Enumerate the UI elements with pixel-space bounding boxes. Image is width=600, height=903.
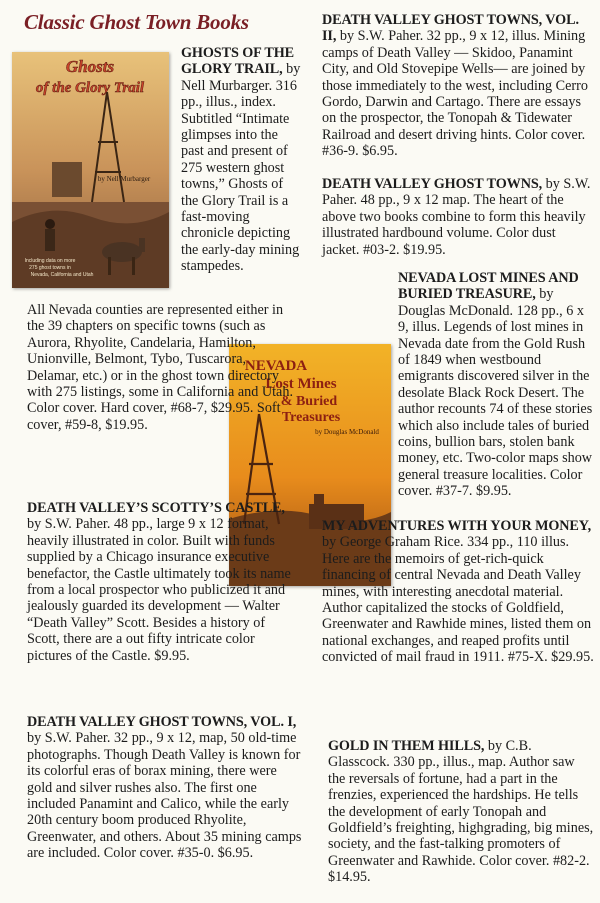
cover-author: by Nell Murbarger bbox=[97, 175, 151, 183]
cover-title-2: Lost Mines bbox=[265, 376, 337, 392]
book-description-continued: All Nevada counties are represented either in the 39 chapters on specific towns (such as Aurora, Rhyolite, Candelaria, Hamilton, Unionville, Belmont, Tybo, Tuscarora, Delamar, etc.) or in the ghost town directory with 275 listings, some in California and Utah. Color cover. Hard cover, #68-7, $29.95. Soft cover, #59-8, $19.95. bbox=[27, 302, 293, 433]
cover-title-3: & Buried bbox=[280, 394, 338, 409]
book-title: GHOSTS OF THE GLORY TRAIL, bbox=[181, 45, 295, 78]
cover-ghosts-glory-trail bbox=[12, 52, 169, 288]
book-title: GOLD IN THEM HILLS, bbox=[328, 738, 485, 754]
book-description: by S.W. Paher. 32 pp., 9 x 12, illus. Mining camps of Death Valley — Skidoo, Panamint City, and Old Stovepipe Wells— are joined by those immediately to the west, including Cerro Gordo, Darwin and Cartago. There are essays on the prospector, the Tonopah & Tidewater Railroad and desert driving hints. Color cover. #36-9. $6.95. bbox=[322, 28, 588, 160]
book-title: DEATH VALLEY’S SCOTTY’S CASTLE, bbox=[27, 500, 285, 516]
section-title: Classic Ghost Town Books bbox=[24, 10, 249, 34]
book-title: NEVADA LOST MINES AND BURIED TREASURE, bbox=[398, 270, 579, 303]
book-title: MY ADVENTURES WITH YOUR MONEY, bbox=[322, 518, 592, 534]
entry-gold-in-hills bbox=[328, 738, 594, 886]
cover-title-1: Ghosts bbox=[65, 57, 115, 76]
entry-scottys-castle bbox=[27, 500, 297, 664]
cover-blurb-3: Nevada, California and Utah bbox=[30, 272, 94, 278]
entry-ghosts-glory-trail-a bbox=[181, 45, 301, 275]
book-title: DEATH VALLEY GHOST TOWNS, bbox=[322, 176, 543, 192]
entry-my-adventures bbox=[322, 518, 594, 666]
cover-author: by Douglas McDonald bbox=[315, 428, 379, 436]
book-description: by Nell Murbarger. 316 pp., illus., index. Subtitled “Intimate glimpses into the past and present of 275 western ghost towns,” Ghosts of the Glory Trail is a fast-moving chronicle depicting the early-day mining stampedes. bbox=[181, 61, 301, 275]
entry-dv-ghost-towns-combined bbox=[322, 176, 594, 258]
cover-blurb-1: Including data on more bbox=[24, 258, 76, 264]
cover-title-1: NEVADA bbox=[244, 358, 308, 374]
entry-nevada-lost-mines bbox=[398, 270, 594, 500]
cover-title-2: of the Glory Trail bbox=[35, 80, 145, 96]
book-title: DEATH VALLEY GHOST TOWNS, VOL. I, bbox=[27, 714, 297, 730]
cover-blurb-2: 275 ghost towns in bbox=[29, 265, 71, 271]
cover-title-4: Treasures bbox=[281, 410, 341, 425]
cover-illustration bbox=[12, 52, 169, 288]
entry-dv-ghost-towns-vol-2 bbox=[322, 12, 594, 160]
entry-dv-ghost-towns-vol-1 bbox=[27, 714, 305, 862]
book-description: by George Graham Rice. 334 pp., 110 illus. Here are the memoirs of get-rich-quick financing of central Nevada and Death Valley mines, with interesting anecdotal material. Author capitalized the stocks of Goldfield, Greenwater and Rawhide mines, listed them on national exchanges, and reaped profits until convicted of mail fraud in 1911. #75-X. $29.95. bbox=[322, 534, 594, 666]
book-description: by S.W. Paher. 32 pp., 9 x 12, map, 50 old-time photographs. Though Death Valley is known for its colorful eras of borax mining, there were gold and silver rushes also. The first one included Panamint and Calico, while the early 20th century boom produced Rhyolite, Greenwater, and others. About 35 mining camps are included. Color cover. #35-0. $6.95. bbox=[27, 730, 302, 862]
book-description: by S.W. Paher. 48 pp., 9 x 12 map. The heart of the above two books combine to form this heavily illustrated hardbound volume. Color dust jacket. #03-2. $19.95. bbox=[322, 176, 591, 258]
book-title: DEATH VALLEY GHOST TOWNS, VOL. II, bbox=[322, 12, 579, 45]
book-description: by S.W. Paher. 48 pp., large 9 x 12 format, heavily illustrated in color. Built with funds supplied by a Chicago insurance executive benefactor, the Castle ultimately took its name from a local prospector who publicized it and jealously guarded its development — Walter “Death Valley” Scott. Besides a history of Scott, there are a out fifty intricate color pictures of the Castle. $9.95. bbox=[27, 516, 291, 664]
book-description: by Douglas McDonald. 128 pp., 6 x 9, illus. Legends of lost mines in Nevada date from the Gold Rush of 1849 when westbound emigrants discovered silver in the desolate Black Rock Desert. The author recounts 74 of these stories which also include tales of buried coins, bullion bars, stolen bank money, etc. Two-color maps show general treasure localities. Color cover. #37-7. $9.95. bbox=[398, 286, 593, 500]
book-description: by C.B. Glasscock. 330 pp., illus., map. Author saw the reversals of fortune, had a part in the frenzies, experienced the hardships. He tells the development of early Tonopah and Goldfield’s freighting, highgrading, big mines, society, and the fast-talking promoters of Greenwater and Rawhide. Color cover. #82-2. $14.95. bbox=[328, 738, 594, 886]
entry-ghosts-glory-trail-b bbox=[27, 302, 301, 433]
